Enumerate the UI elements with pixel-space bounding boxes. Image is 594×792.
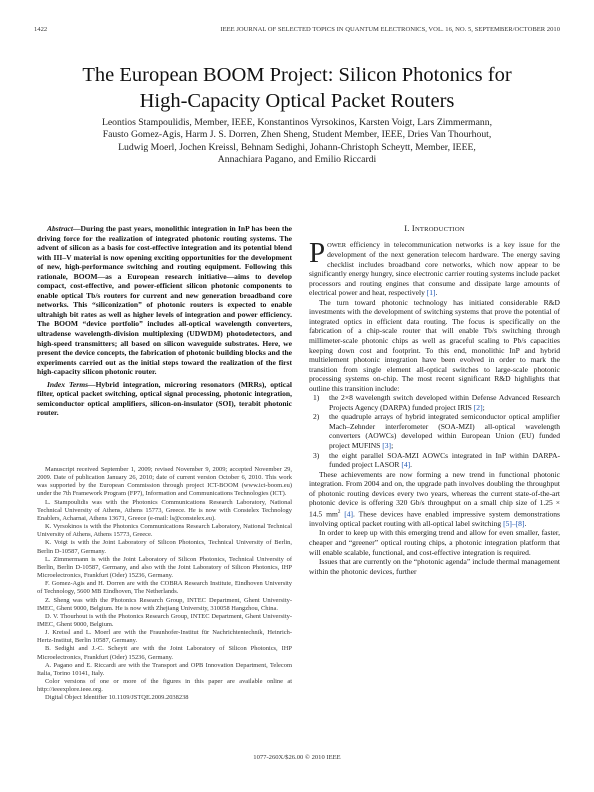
copyright-footer: 1077-260X/$26.00 © 2010 IEEE [253,754,341,761]
index-terms [37,380,292,418]
author-line: Leontios Stampoulidis, Member, IEEE, Konstantinos Vyrsokinos, Karsten Voigt, Lars Zimmermann, [101,117,493,128]
footnote: K. Voigt is with the Joint Laboratory of Silicon Photonics, Technical University of Berlin, Berlin D-10587, Germany. [37,539,292,555]
section-title-rest: NTRODUCTION [414,226,465,233]
footnote: K. Vyrsokinos is with the Photonics Communications Research Laboratory, National Technical University of Athens, Athens 15773, Greece. [37,523,292,539]
intro-paragraph: The turn toward photonic technology has initiated considerable R&D investments with the development of switching systems that prove the potential of integrated optics in efficient data routing. The focus is specifically on the fabrication of a chip-scale router that will enable Tb/s switching through millimeter-scale photonic chips as well as graceful scaling to Pb/s capacities keeping down cost and footprint. To this end, monolithic InP and hybrid multielement photonic integration have been evolved in order to mark the transition from single element all-optical switches to large-scale photonic processing systems on-chip. The most recent significant R&D highlights that outline this transition include: [309,297,560,393]
highlights-list [309,393,560,469]
item-number: 1) [313,393,320,403]
citation-link[interactable]: [5]–[8] [503,518,525,528]
citation-link[interactable]: [4] [401,460,411,470]
intro-paragraph: POWER efficiency in telecommunication networks is a key issue for the development of the next generation telecom hardware. The energy saving checklist includes broadband core networks, which now appear to be significantly energy hungry, since electronic carrier routing systems include packet processors and routing engines that consume and dissipate large amounts of electrical power and heat, respectively [1]. [309,236,560,298]
list-item [313,393,560,412]
index-terms-text: Hybrid integration, microring resonators (MRRs), optical filter, optical packet switching, optical signal processing, photonic integration, semiconductor optical amplifiers, silicon-on-insulator (SOI), terabit photonic router. [37,379,292,418]
footnote: Color versions of one or more of the figures in this paper are available online at http://ieeexplore.ieee.org. [37,678,292,694]
item-end: . [410,460,413,470]
right-column [309,224,560,576]
author-line: Fausto Gomez-Agis, Harm J. S. Dorren, Zhen Sheng, Student Member, IEEE, Dries Van Thourhout, [102,129,492,141]
item-text: the quadruple arrays of hybrid integrated semiconductor optical amplifier Mach–Zehnder interferometer (SOA-MZI) all-optical wavelength converters (AOWCs) developed within European Union (EU) funded project MUFINS [329,412,560,451]
footnote: Manuscript received September 1, 2009; revised November 9, 2009; accepted November 29, 2009. Date of publication January 26, 2010; date of current version October 6, 2010. This work was supported by the European Commission through project ICT-BOOM (www.ict-boom.eu) under the 7th Framework Program (FP7), Information and Communications Technologies (ICT). [37,466,292,498]
intro-paragraph: These achievements are now forming a new trend in functional photonic integration. From 2004 and on, the upgrade path involves doubling the throughput of photonic routing devices every two years, whereas the current state-of-the-art photonic device is offering 320 Gb/s throughput on a small chip size of 1.25 × 14.5 $mm^2$ [4]. These devices have enabled impressive system demonstrations involving optical packet routing with all-optical label switching [5]–[8]. [309,469,560,528]
footnote: L. Stampoulidis was with the Photonics Communications Research Laboratory, National Technical University of Athens, Athens 15773, Greece. He is now with Constelex Technology Enablers, Acharnai, Athens 13671, Greece (e-mail: ls@constelex.eu). [37,498,292,522]
section-heading [309,224,560,235]
footnote: Digital Object Identifier 10.1109/JSTQE.2009.2038238 [45,694,189,702]
item-end: ; [391,441,394,451]
intro-text: efficiency in telecommunication networks is a key issue for the development of the next generation telecom hardware. The energy saving checklist includes broadband core networks, which now appear to be significantly energy hungry, since electronic carrier routing systems include packet processors and routing engines that consume and dissipate large amounts of electrical power and heat, respectively [309,239,560,298]
author-line: Ludwig Moerl, Jochen Kreissl, Behnam Sedighi, Johann-Christoph Scheytt, Member, IEEE, [118,141,476,153]
footnote: B. Sedighi and J.-C. Scheytt are with the Joint Laboratory of Silicon Photonics, IHP Microelectronics, Frankfurt (Oder) 15236, Germany. [37,645,292,661]
footnote: F. Gomez-Agis and H. Dorren are with the COBRA Research Institute, Eindhoven University of Technology, 5600 MB Eindhoven, The Netherlands. [37,580,292,596]
abstract-label: Abstract— [47,224,81,233]
author-list [30,117,564,166]
list-item [313,450,560,470]
footnote: Z. Sheng was with the Photonics Research Group, INTEC Department, Ghent University-IMEC, Ghent 9000, Belgium. He is now with Zhejiang University, 310058 Hangzhou, China. [37,596,292,612]
abstract [37,224,292,377]
footnote: L. Zimmermann is with the Joint Laboratory of Silicon Photonics, Technical University of Berlin, Berlin D-10587, Germany, and also with the Joint Laboratory of Silicon Photonics, IHP Microelectronics, Frankfurt (Oder) 15236, Germany. [37,555,292,580]
item-number: 3) [313,450,320,460]
title-line: High-Capacity Optical Packet Routers [139,90,455,112]
title-line: The European BOOM Project: Silicon Photonics for [82,64,512,86]
footnotes [37,466,292,703]
footnote: A. Pagano and E. Riccardi are with the Transport and OPB Innovation Department, Telecom Italia, Torino 10141, Italy. [37,661,292,677]
intro-text: These achievements are now forming a new trend in functional photonic integration. From 2004 and on, the upgrade path involves doubling the throughput of photonic routing devices every two years, whereas the current state-of-the-art photonic device is offering 320 Gb/s throughput on a small chip size of 1.25 × 14.5 mm [309,469,560,519]
citation-link[interactable]: [4] [344,509,354,519]
drop-cap: P [309,236,326,269]
journal-name: IEEE JOURNAL OF SELECTED TOPICS IN QUANTUM ELECTRONICS, VOL. 16, NO. 5, SEPTEMBER/OCTOBER 2010 [220,26,560,33]
page-number: 1422 [34,26,48,33]
abstract-text: During the past years, monolithic integration in InP has been the driving force for the realization of integrated photonic routing systems. The advent of silicon as a basis for cost-effective integration and its potential blend with III–V material is now opening exciting opportunities for the development of new, high-performance switching and routing equipment. Following this rationale, BOOM—as a European research initiative—aims to develop compact, cost-effective, and power-efficient silicon photonic components to enable optical Tb/s routers for current and new generation broadband core networks. This “siliconization” of photonic routers is expected to enable ultrahigh bit rates as well as higher levels of integration and power efficiency. The BOOM “device portfolio” includes all-optical wavelength converters, ultradense wavelength-division multiplexing (UDWDM) photodetectors, and high-speed transmitters; all based on silicon waveguide substrates. Here, we present the device concepts, the fabrication of photonic building blocks and the experiments carried out as the initial steps toward the realization of the first high-capacity silicon photonic router. [37,224,292,377]
citation-link[interactable]: [2] [473,402,483,412]
left-column [37,224,292,418]
index-terms-label: Index Terms— [47,379,96,389]
list-item [313,412,560,451]
intro-paragraph: In order to keep up with this emerging trend and allow for even smaller, faster, cheaper and “greener” optical routing chips, a photonic integration platform that will enable scalable, functional, and cost-effective integration is required. [309,528,560,557]
item-text: the eight parallel SOA-MZI AOWCs integrated in InP within DARPA-funded project LASOR [329,450,560,470]
intro-text: These devices have enabled impressive system demonstrations involving optical packet routing with all-optical label switching [309,509,560,528]
running-header [34,26,560,40]
footnote: D. V. Thourhout is with the Photonics Research Group, INTEC Department, Ghent University-IMEC, Ghent 9000, Belgium. [37,612,292,628]
paper-title [20,62,574,114]
superscript: 2 [337,509,341,515]
item-number: 2) [313,412,320,422]
citation-link[interactable]: [3] [382,441,392,451]
intro-smallcaps: OWER [327,241,346,249]
item-text: the 2×8 wavelength switch developed within Defense Advanced Research Projects Agency (DARPA) funded project IRIS [329,393,560,412]
citation-link[interactable]: [1] [426,288,436,298]
intro-paragraph: Issues that are currently on the “photonic agenda” include thermal management within the photonic devices, further [309,557,560,576]
item-end: ; [482,402,485,412]
section-numeral: I. [404,223,410,233]
footnote: J. Kreissl and L. Moerl are with the Fraunhofer-Institut für Nachrichtentechnik, Heinrich-Hertz-Institut, Berlin 10587, Germany. [37,629,292,645]
section-title-initial: I [411,223,415,233]
author-line: Annachiara Pagano, and Emilio Riccardi [217,153,377,165]
